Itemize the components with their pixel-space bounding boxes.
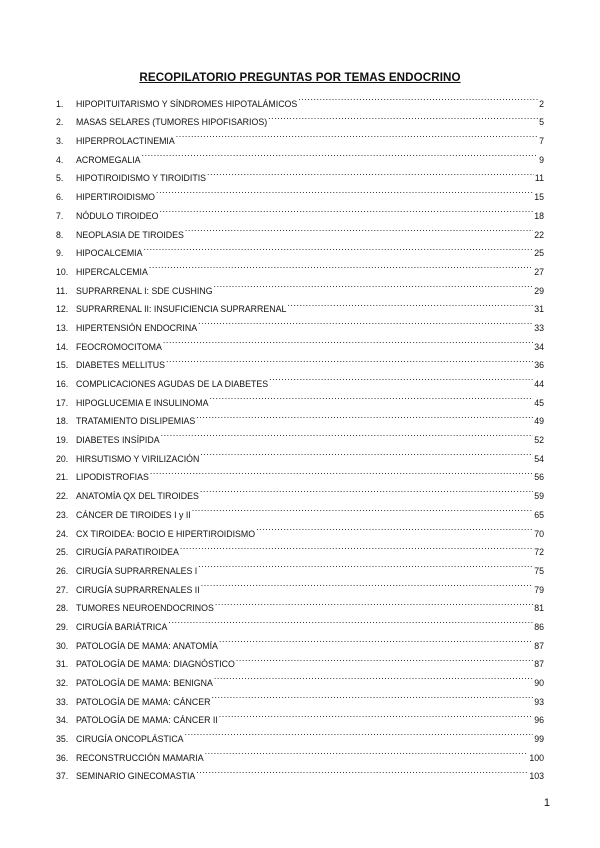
toc-entry-page[interactable]: 56 [534,472,544,483]
toc-entry-number: 20. [56,453,69,464]
toc-entry-number: 34. [56,715,69,726]
toc-entry-page[interactable]: 29 [534,285,544,296]
toc-entry-number: 9. [56,248,64,259]
toc-dot-leader [214,275,534,294]
table-of-contents [56,88,544,782]
toc-dot-leader [198,312,533,331]
toc-dot-leader [268,107,538,126]
toc-dot-leader [143,238,533,257]
toc-entry-page[interactable]: 87 [534,659,544,670]
toc-entry-page[interactable]: 27 [534,266,544,277]
toc-entry-page[interactable]: 90 [534,678,544,688]
toc-dot-leader [209,387,533,406]
toc-entry-number: 11. [56,285,68,296]
toc-entry-number: 14. [56,341,69,352]
toc-entry-number: 36. [56,752,69,763]
toc-entry-page[interactable]: 18 [534,210,544,221]
toc-entry-number: 7. [56,210,64,221]
toc-entry[interactable] [56,88,544,107]
toc-dot-leader [180,537,533,556]
toc-dot-leader [161,424,534,443]
toc-entry-label[interactable]: HIPERPROLACTINEMIA [76,136,175,147]
toc-entry-number: 28. [56,603,69,614]
toc-entry-page[interactable]: 9 [539,154,544,165]
toc-entry-page[interactable]: 11 [534,173,544,184]
toc-entry-page[interactable]: 5 [539,117,544,128]
toc-entry-number: 31. [56,659,69,670]
toc-entry-page[interactable]: 59 [534,491,544,502]
toc-entry-label[interactable]: HIPERTENSIÓN ENDOCRINA [76,322,198,333]
toc-entry-number: 37. [56,771,69,782]
toc-dot-leader [256,518,533,537]
toc-entry-page[interactable]: 49 [534,416,544,427]
toc-dot-leader [200,480,533,499]
toc-entry-label[interactable]: TUMORES NEUROENDOCRINOS [76,603,214,614]
toc-entry-label[interactable]: CIRUGÍA PARATIROIDEA [76,547,179,558]
toc-entry-label[interactable]: CÁNCER DE TIROIDES I y II [76,509,191,520]
toc-entry-page[interactable]: 36 [534,360,544,371]
toc-entry-number: 24. [56,528,69,539]
toc-entry-label[interactable]: TRATAMIENTO DISLIPEMIAS [76,416,196,427]
toc-entry-page[interactable]: 87 [534,640,544,651]
toc-entry-number: 2. [56,117,64,128]
toc-entry-number: 21. [56,472,69,483]
toc-entry-label[interactable]: SUPRARRENAL I: SDE CUSHING [76,285,213,296]
toc-entry-page[interactable]: 75 [534,565,544,576]
toc-entry-label[interactable]: SUPRARRENAL II: INSUFICIENCIA SUPRARRENAL [76,304,287,315]
toc-entry-page[interactable]: 15 [534,192,544,203]
toc-entry-number: 8. [56,229,64,240]
toc-entry-page[interactable]: 93 [534,696,544,707]
toc-entry-page[interactable]: 103 [529,771,544,782]
toc-dot-leader [159,200,533,219]
toc-entry-number: 22. [56,491,69,502]
toc-entry-number: 19. [56,435,69,446]
toc-entry-number: 18. [56,416,69,427]
toc-entry-label[interactable]: PATOLOGÍA DE MAMA: CÁNCER [76,696,211,707]
toc-dot-leader [196,761,528,780]
toc-dot-leader [214,667,533,686]
toc-entry-page[interactable]: 54 [534,453,544,464]
toc-entry-label[interactable]: HIPERCALCEMIA [76,266,148,277]
toc-dot-leader [207,163,534,182]
toc-dot-leader [163,331,533,350]
toc-dot-leader [156,181,533,200]
toc-entry-number: 10. [56,266,69,277]
document-title: RECOPILATORIO PREGUNTAS POR TEMAS ENDOCRINO [139,71,461,84]
toc-entry-page[interactable]: 33 [534,322,544,333]
toc-entry-page[interactable]: 72 [534,547,544,558]
toc-entry-number: 5. [56,173,64,184]
toc-entry-page[interactable]: 7 [539,136,544,147]
toc-dot-leader [168,611,533,630]
toc-dot-leader [192,499,534,518]
toc-entry-number: 27. [56,584,69,595]
toc-entry-label[interactable]: DIABETES INSÍPIDA [76,435,160,446]
toc-entry-label[interactable]: PATOLOGÍA DE MAMA: CÁNCER II [76,715,218,726]
toc-dot-leader [236,649,533,668]
toc-entry-page[interactable]: 81 [534,603,544,614]
toc-entry-label[interactable]: HIPOTIROIDISMO Y TIROIDITIS [76,173,207,184]
toc-dot-leader [211,686,533,705]
toc-entry-number: 35. [56,734,69,745]
toc-dot-leader [149,256,533,275]
toc-entry-page[interactable]: 79 [534,584,544,595]
toc-entry-label[interactable]: ANATOMÍA QX DEL TIROIDES [76,491,199,502]
toc-entry-number: 29. [56,621,69,632]
toc-entry-label[interactable]: PATOLOGÍA DE MAMA: ANATOMÍA [76,640,218,651]
toc-entry-page[interactable]: 25 [534,248,544,259]
toc-entry-number: 1. [56,98,64,109]
toc-dot-leader [205,742,529,761]
toc-dot-leader [287,294,533,313]
toc-dot-leader [198,555,533,574]
toc-entry-label[interactable]: CX TIROIDEA: BOCIO E HIPERTIROIDISMO [76,528,256,539]
toc-entry-page[interactable]: 22 [534,229,544,240]
toc-entry-label[interactable]: HIRSUTISMO Y VIRILIZACIÓN [76,453,200,464]
toc-entry-label[interactable]: CIRUGÍA SUPRARRENALES I [76,565,198,576]
toc-entry-number: 30. [56,640,69,651]
toc-entry-label[interactable]: NÓDULO TIROIDEO [76,210,159,221]
toc-dot-leader [219,705,533,724]
toc-entry-number: 6. [56,192,64,203]
toc-entry-page[interactable]: 31 [534,304,544,315]
toc-dot-leader [200,443,533,462]
toc-entry-label[interactable]: CIRUGÍA BARIÁTRICA [76,621,168,632]
toc-entry-label[interactable]: MASAS SELARES (TUMORES HIPOFISARIOS) [76,117,268,128]
toc-entry-label[interactable]: HIPOPITUITARISMO Y SÍNDROMES HIPOTALÁMICOS [76,98,298,109]
toc-entry-label[interactable]: ACROMEGALIA [76,154,141,165]
toc-entry-label[interactable]: SEMINARIO GINECOMASTIA [76,771,196,782]
page-number: 1 [543,797,550,809]
toc-entry-page[interactable]: 86 [534,621,544,632]
toc-entry-page[interactable]: 99 [534,734,544,745]
toc-entry-label[interactable]: COMPLICACIONES AGUDAS DE LA DIABETES [76,379,269,389]
toc-dot-leader [298,88,538,107]
toc-dot-leader [185,723,534,742]
toc-entry-label[interactable]: CIRUGÍA ONCOPLÁSTICA [76,734,184,745]
toc-entry-number: 4. [56,154,64,165]
toc-entry-page[interactable]: 45 [534,397,544,408]
toc-entry-label[interactable]: CIRUGÍA SUPRARRENALES II [76,584,200,595]
toc-dot-leader [201,574,534,593]
toc-entry-number: 13. [56,322,69,333]
toc-entry-page[interactable]: 96 [534,715,544,726]
toc-entry-label[interactable]: PATOLOGÍA DE MAMA: DIAGNÓSTICO [76,659,235,670]
toc-dot-leader [196,406,533,425]
toc-dot-leader [176,125,538,144]
toc-entry-page[interactable]: 34 [534,341,544,352]
toc-entry-page[interactable]: 44 [534,379,544,389]
toc-entry-page[interactable]: 70 [534,528,544,539]
toc-entry-number: 26. [56,565,69,576]
toc-entry-number: 32. [56,678,69,688]
toc-entry-label[interactable]: FEOCROMOCITOMA [76,341,162,352]
toc-dot-leader [185,219,533,238]
toc-entry-number: 12. [56,304,69,315]
toc-dot-leader [150,462,533,481]
toc-entry-number: 33. [56,696,69,707]
toc-entry-label[interactable]: DIABETES MELLITUS [76,360,165,371]
toc-entry-number: 16. [56,379,69,389]
toc-dot-leader [166,350,533,369]
toc-entry-page[interactable]: 52 [534,435,544,446]
toc-entry-label[interactable]: HIPOCALCEMIA [76,248,143,259]
toc-dot-leader [269,368,533,387]
toc-entry-page[interactable]: 100 [529,752,544,763]
toc-dot-leader [219,630,533,649]
toc-entry-page[interactable]: 2 [539,98,544,109]
toc-entry-label[interactable]: HIPERTIROIDISMO [76,192,156,203]
toc-entry-number: 23. [56,509,69,520]
toc-entry-number: 3. [56,136,64,147]
toc-entry-label[interactable]: NEOPLASIA DE TIROIDES [76,229,184,240]
toc-entry-page[interactable]: 65 [534,509,544,520]
toc-entry-number: 25. [56,547,69,558]
toc-entry-number: 15. [56,360,69,371]
toc-entry-label[interactable]: PATOLOGÍA DE MAMA: BENIGNA [76,678,213,688]
toc-dot-leader [142,144,539,163]
toc-entry-label[interactable]: RECONSTRUCCIÓN MAMARIA [76,752,204,763]
toc-entry-number: 17. [56,397,69,408]
toc-dot-leader [215,593,533,612]
toc-entry-label[interactable]: LIPODISTROFIAS [76,472,149,483]
toc-entry-label[interactable]: HIPOGLUCEMIA E INSULINOMA [76,397,209,408]
